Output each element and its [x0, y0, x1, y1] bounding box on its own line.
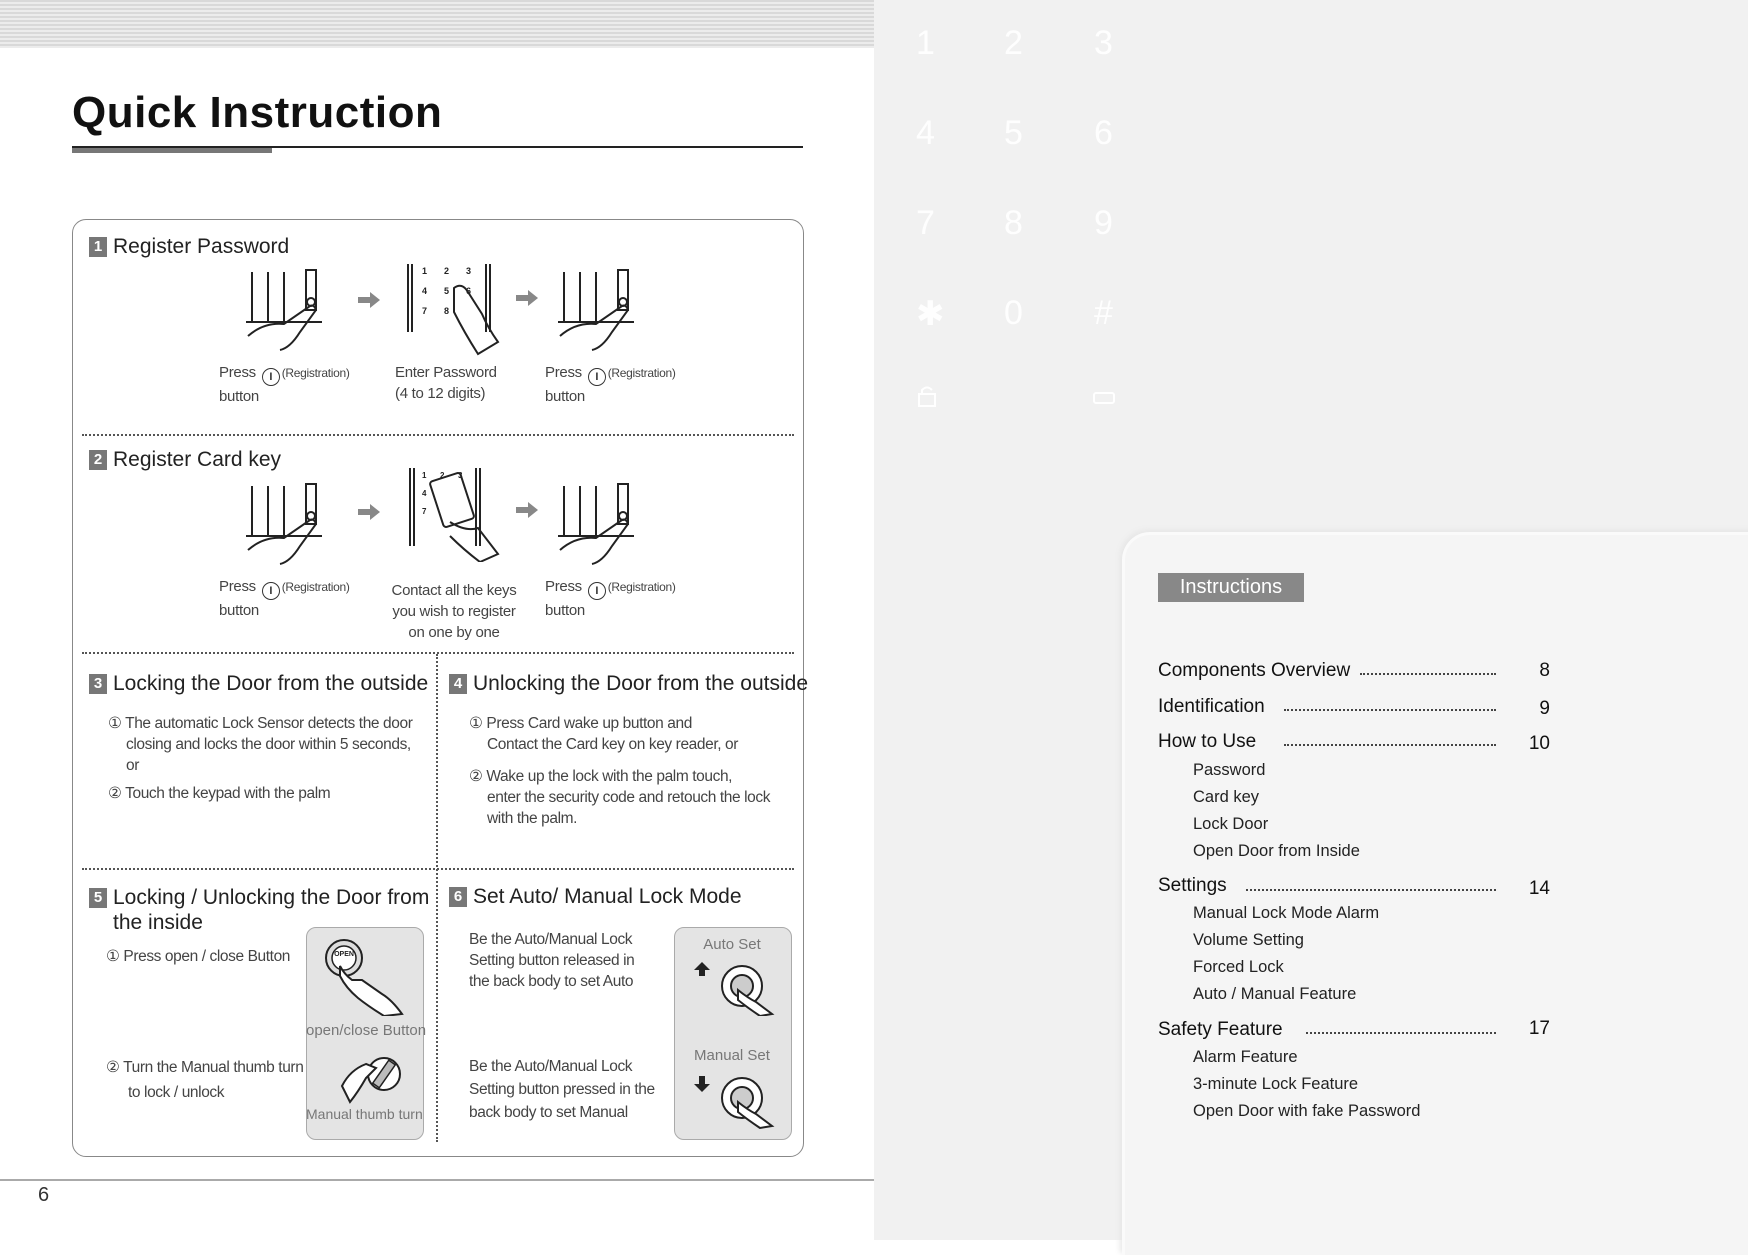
registration-icon: I [588, 368, 606, 386]
arrow-right-icon [358, 292, 380, 308]
body-line: back body to set Manual [469, 1104, 628, 1121]
body-line: ② Wake up the lock with the palm touch, [469, 768, 733, 785]
svg-text:3: 3 [458, 471, 463, 480]
footer-rule [0, 1179, 874, 1181]
body-line: Be the Auto/Manual Lock [469, 1058, 633, 1075]
divider-vertical [436, 654, 438, 1142]
body-line: ① The automatic Lock Sensor detects the door [108, 715, 413, 732]
section-1-title [89, 235, 289, 259]
svg-text:7: 7 [422, 306, 428, 316]
toc-leader [1360, 673, 1496, 675]
section-3-item-2: ② Touch the keypad with the palm [108, 785, 331, 802]
toc-entry[interactable]: How to Use [1158, 731, 1257, 752]
top-band [0, 0, 874, 48]
body-line: Setting button pressed in the [469, 1081, 655, 1098]
key-label: ✱ [916, 295, 945, 333]
step-caption [385, 580, 523, 643]
key-label: 5 [1004, 114, 1023, 152]
step-caption [545, 362, 676, 407]
arrow-right-icon [516, 290, 538, 306]
open-button-illustration [322, 936, 414, 1016]
svg-text:3: 3 [466, 266, 472, 276]
toc-entry[interactable]: Settings [1158, 875, 1227, 896]
door-lock-register-illustration [244, 266, 326, 356]
section-3-title [89, 672, 428, 696]
caption-text: you wish to register [392, 603, 516, 620]
arrow-right-icon [516, 502, 538, 518]
toc-subentry[interactable]: Manual Lock Mode Alarm [1193, 904, 1380, 922]
step-caption [219, 576, 350, 621]
manual-mode-text [469, 1055, 655, 1124]
caption-text: Press [219, 364, 256, 381]
toc-page-number: 10 [1528, 733, 1550, 754]
title-rule-accent [72, 148, 272, 153]
svg-text:7: 7 [422, 507, 427, 516]
toc-leader [1246, 889, 1496, 891]
section-title-text: Register Password [113, 235, 290, 258]
key-label: 7 [916, 204, 935, 242]
svg-text:4: 4 [422, 489, 427, 498]
section-title-text: Register Card key [113, 448, 282, 471]
caption-text: Press [545, 578, 582, 595]
section-title-text: Set Auto/ Manual Lock Mode [473, 885, 742, 908]
section-number: 4 [449, 674, 467, 694]
toc-leader [1284, 744, 1496, 746]
key-label: 3 [1094, 24, 1113, 62]
key-label: 8 [1004, 204, 1023, 242]
instructions-badge: Instructions [1158, 573, 1304, 602]
body-line: the back body to set Auto [469, 973, 634, 990]
body-line: ② Turn the Manual thumb turn [106, 1059, 304, 1076]
svg-text:6: 6 [466, 286, 472, 296]
section-5-item-1: ① Press open / close Button [106, 948, 291, 965]
door-lock-register-illustration [556, 480, 638, 570]
caption-note: (Registration) [607, 580, 676, 594]
divider [82, 434, 794, 436]
toc-subentry[interactable]: Forced Lock [1193, 958, 1284, 976]
toc-subentry[interactable]: Auto / Manual Feature [1193, 985, 1357, 1003]
toc-entry[interactable]: Identification [1158, 696, 1265, 717]
auto-set-button-illustration [690, 958, 780, 1016]
section-number: 5 [89, 888, 107, 908]
section-number: 6 [449, 887, 467, 907]
section-title-text: Locking the Door from the outside [113, 672, 429, 695]
body-line: closing and locks the door within 5 seconds, [126, 736, 411, 753]
auto-mode-text [469, 929, 634, 992]
caption-text: Press [219, 578, 256, 595]
section-number: 1 [89, 237, 107, 257]
body-line: with the palm. [487, 810, 578, 827]
door-lock-register-illustration [556, 266, 638, 356]
caption-text: on one by one [408, 624, 500, 641]
caption-text: button [219, 602, 259, 619]
manual-set-button-illustration [690, 1070, 780, 1130]
toc-entry[interactable]: Components Overview [1158, 660, 1351, 681]
svg-text:1: 1 [422, 471, 427, 480]
step-caption [219, 362, 350, 407]
page-title: Quick Instruction [72, 88, 443, 137]
body-line: or [126, 757, 139, 774]
divider [82, 652, 794, 654]
section-5-item-2 [106, 1055, 303, 1105]
body-line: Be the Auto/Manual Lock [469, 931, 633, 948]
toc-page-number: 14 [1528, 878, 1550, 899]
section-title-text: Unlocking the Door from the outside [473, 672, 809, 695]
keypad-password-illustration [402, 262, 512, 358]
key-label: 9 [1094, 204, 1113, 242]
button-label: OPEN [334, 951, 354, 958]
section-title-text: the inside [113, 911, 203, 934]
key-label: 4 [916, 114, 935, 152]
section-2-title [89, 448, 281, 472]
divider [82, 868, 794, 870]
thumb-turn-illustration [336, 1046, 416, 1110]
caption-text: Press [545, 364, 582, 381]
door-lock-register-illustration [244, 480, 326, 570]
toc-subentry[interactable]: Alarm Feature [1193, 1048, 1298, 1066]
key-label: # [1094, 294, 1113, 332]
section-title-text: Locking / Unlocking the Door from [113, 886, 430, 909]
toc-page-number: 8 [1539, 660, 1550, 681]
toc-subentry[interactable]: Card key [1193, 788, 1260, 806]
step-caption [395, 362, 497, 404]
svg-text:5: 5 [444, 286, 450, 296]
caption-note: (Registration) [607, 366, 676, 380]
caption-text: Enter Password [395, 364, 497, 381]
svg-text:2: 2 [440, 471, 445, 480]
body-line: Setting button released in [469, 952, 635, 969]
svg-text:4: 4 [422, 286, 428, 296]
step-caption [545, 576, 676, 621]
card-key-illustration [406, 466, 514, 562]
panel-label: Manual thumb turn [306, 1106, 423, 1122]
caption-note: (Registration) [281, 366, 350, 380]
caption-text: button [545, 388, 585, 405]
toc-subentry[interactable]: Open Door from Inside [1193, 842, 1360, 860]
svg-text:8: 8 [444, 306, 450, 316]
panel-label: Auto Set [703, 936, 761, 953]
toc-subentry[interactable]: Volume Setting [1193, 931, 1304, 949]
section-4-item-2 [469, 766, 770, 829]
section-number: 3 [89, 674, 107, 694]
section-4-item-1 [469, 713, 738, 755]
caption-text: button [545, 602, 585, 619]
section-number: 2 [89, 450, 107, 470]
toc-entry[interactable]: Safety Feature [1158, 1019, 1283, 1040]
caption-text: Contact all the keys [391, 582, 517, 599]
toc-subentry[interactable]: Lock Door [1193, 815, 1269, 833]
key-label: 6 [1094, 114, 1113, 152]
key-label: 2 [1004, 24, 1023, 62]
body-line: Contact the Card key on key reader, or [487, 736, 739, 753]
key-lock-icon [916, 386, 942, 408]
toc-subentry[interactable]: 3-minute Lock Feature [1193, 1075, 1359, 1093]
toc-subentry[interactable]: Open Door with fake Password [1193, 1102, 1421, 1120]
registration-icon: I [262, 582, 280, 600]
key-label: 1 [916, 24, 935, 62]
page-number: 6 [38, 1184, 50, 1206]
key-label: 0 [1004, 294, 1023, 332]
registration-icon: I [262, 368, 280, 386]
section-3-item-1 [108, 713, 428, 776]
svg-text:1: 1 [422, 266, 428, 276]
key-card-icon [1092, 390, 1118, 406]
panel-label: Manual Set [694, 1047, 770, 1064]
toc-leader [1284, 709, 1496, 711]
body-line: to lock / unlock [128, 1084, 225, 1101]
section-6-title [449, 885, 742, 909]
arrow-right-icon [358, 504, 380, 520]
registration-icon: I [588, 582, 606, 600]
panel-label: open/close Button [306, 1022, 427, 1039]
section-4-title [449, 672, 808, 696]
toc-page-number: 17 [1528, 1018, 1550, 1039]
body-line: enter the security code and retouch the lock [487, 789, 771, 806]
toc-leader [1306, 1032, 1496, 1034]
caption-note: (Registration) [281, 580, 350, 594]
keypad-watermark [900, 0, 1140, 420]
toc-subentry[interactable]: Password [1193, 761, 1266, 779]
toc-page-number: 9 [1539, 698, 1550, 719]
caption-text: (4 to 12 digits) [395, 385, 486, 402]
body-line: ① Press Card wake up button and [469, 715, 692, 732]
svg-text:2: 2 [444, 266, 450, 276]
caption-text: button [219, 388, 259, 405]
